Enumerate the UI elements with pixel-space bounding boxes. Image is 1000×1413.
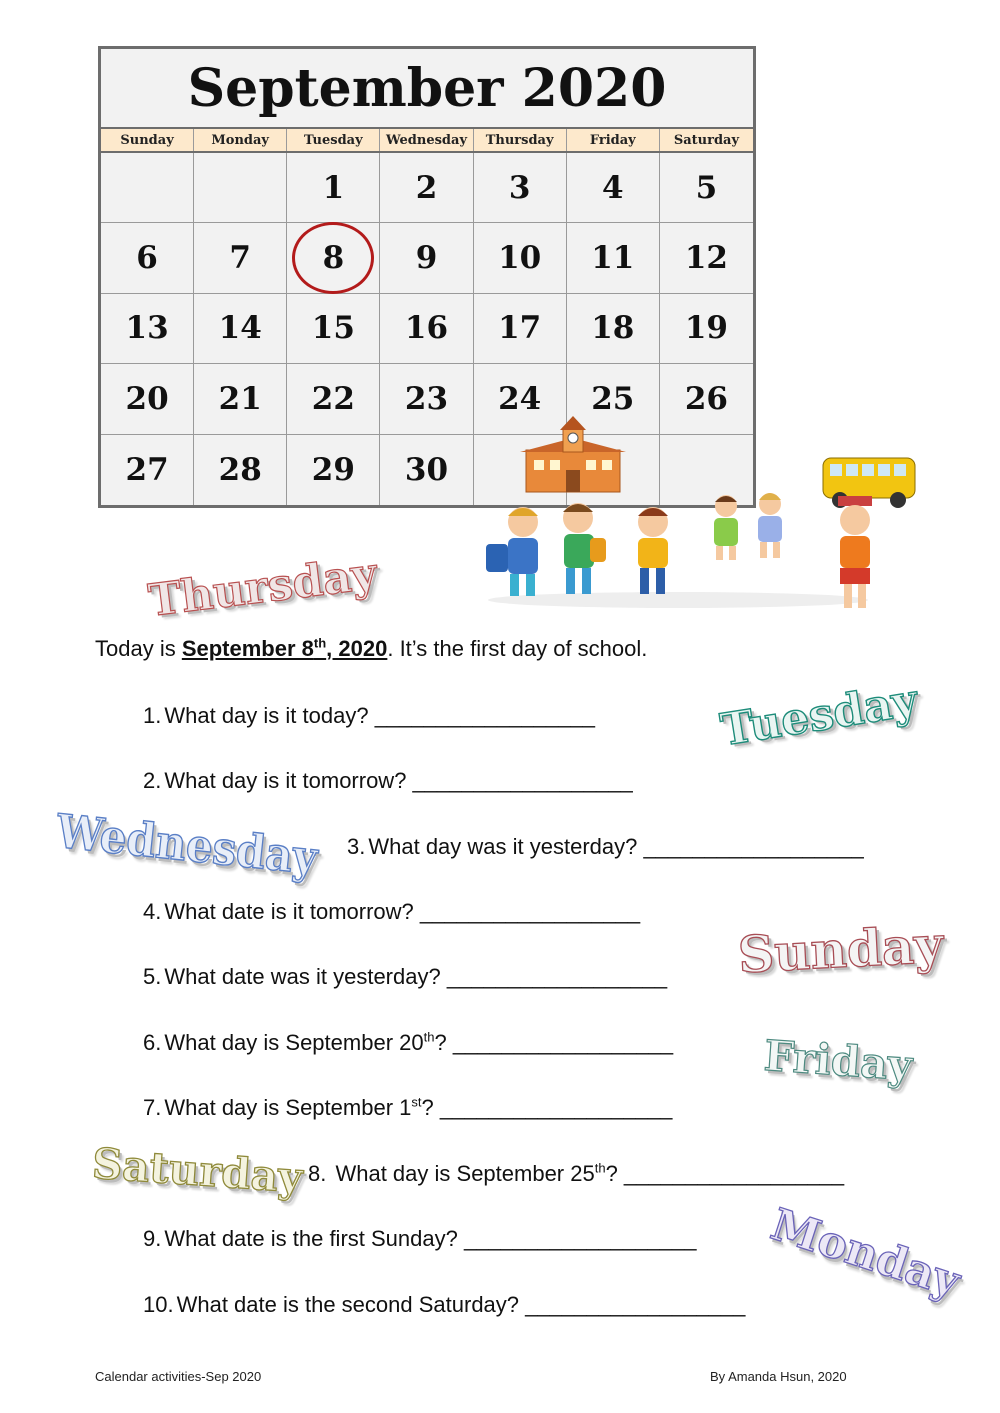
calendar-day-number: 1 bbox=[322, 169, 345, 206]
calendar-day-number: 9 bbox=[415, 240, 438, 277]
calendar-day-number: 21 bbox=[218, 380, 262, 417]
calendar-day-cell bbox=[287, 435, 380, 505]
intro-date bbox=[182, 636, 388, 661]
question-text: What day was it yesterday? bbox=[368, 834, 644, 859]
question-text: What date is the first Sunday? bbox=[164, 1226, 464, 1251]
question-2 bbox=[143, 768, 633, 794]
child-icon bbox=[563, 503, 606, 594]
answer-blank[interactable]: __________________ bbox=[525, 1292, 746, 1317]
answer-blank[interactable]: __________________ bbox=[374, 703, 595, 728]
calendar-day-cell bbox=[194, 364, 287, 434]
question-number: 5. bbox=[143, 964, 162, 989]
answer-blank[interactable]: __________________ bbox=[643, 834, 864, 859]
child-icon bbox=[638, 507, 668, 594]
question-text: What day is it tomorrow? bbox=[164, 768, 413, 793]
answer-blank[interactable]: __________________ bbox=[623, 1161, 845, 1186]
question-10 bbox=[143, 1292, 745, 1318]
calendar-day-cell bbox=[194, 435, 287, 505]
weekday-header-row bbox=[101, 127, 753, 153]
question-text: What date was it yesterday? bbox=[164, 964, 447, 989]
calendar-day-number: 25 bbox=[591, 380, 635, 417]
calendar-day-number: 23 bbox=[404, 380, 449, 417]
child-icon bbox=[838, 496, 872, 608]
calendar-day-number: 20 bbox=[125, 380, 169, 417]
question-number: 2. bbox=[143, 768, 162, 793]
calendar-day-cell bbox=[567, 153, 660, 223]
calendar-day-number: 4 bbox=[601, 169, 624, 206]
answer-blank[interactable]: ___________________ bbox=[439, 1095, 673, 1120]
question-4 bbox=[143, 899, 640, 925]
question-number: 9. bbox=[143, 1226, 162, 1251]
wordart-sunday[interactable]: Sunday bbox=[736, 914, 945, 985]
question-superscript: th bbox=[594, 1160, 606, 1176]
calendar-day-cell bbox=[474, 223, 567, 293]
intro-suffix: . It’s the first day of school. bbox=[387, 636, 648, 661]
calendar-day-number: 8 bbox=[322, 240, 345, 277]
question-number: 1. bbox=[143, 703, 162, 728]
question-3 bbox=[347, 834, 864, 860]
calendar-day-number: 2 bbox=[415, 169, 438, 206]
calendar-day-number: 16 bbox=[404, 310, 449, 347]
question-9 bbox=[143, 1226, 696, 1252]
question-number: 7. bbox=[143, 1095, 162, 1120]
calendar-day-number: 10 bbox=[498, 240, 542, 277]
question-text: What day is it today? bbox=[164, 703, 375, 728]
calendar-day-number: 26 bbox=[684, 380, 728, 417]
calendar-day-number: 7 bbox=[229, 240, 251, 277]
child-icon bbox=[714, 495, 738, 560]
weekday-header: Wednesday bbox=[380, 129, 473, 151]
calendar-title: September 2020 bbox=[187, 57, 667, 119]
question-text-end: ? bbox=[605, 1161, 624, 1186]
question-text: What day is September 1 bbox=[164, 1095, 412, 1120]
calendar-day-number: 12 bbox=[684, 240, 728, 277]
calendar-day-number: 5 bbox=[695, 169, 718, 206]
calendar-day-cell bbox=[101, 294, 194, 364]
calendar-day-number: 24 bbox=[498, 380, 542, 417]
wordart-monday[interactable]: Monday bbox=[764, 1199, 967, 1308]
calendar-day-cell bbox=[287, 294, 380, 364]
question-number: 4. bbox=[143, 899, 162, 924]
calendar-day-cell bbox=[567, 294, 660, 364]
calendar-day-cell bbox=[474, 153, 567, 223]
question-5 bbox=[143, 964, 667, 990]
wordart-friday[interactable]: Friday bbox=[762, 1030, 914, 1091]
weekday-header: Friday bbox=[567, 129, 660, 151]
intro-sentence bbox=[95, 636, 647, 662]
calendar-day-cell bbox=[287, 223, 380, 293]
intro-date-sup: th bbox=[313, 635, 327, 651]
question-1 bbox=[143, 703, 595, 729]
calendar-day-cell bbox=[101, 223, 194, 293]
weekday-header: Tuesday bbox=[287, 129, 380, 151]
question-number: 6. bbox=[143, 1030, 162, 1055]
question-number: 10. bbox=[143, 1292, 174, 1317]
footer-left: Calendar activities-Sep 2020 bbox=[95, 1369, 262, 1384]
calendar-day-number: 17 bbox=[498, 310, 542, 347]
calendar-day-number: 22 bbox=[311, 380, 355, 417]
school-children-illustration bbox=[478, 410, 928, 625]
calendar-day-number: 11 bbox=[591, 240, 635, 277]
calendar-day-cell bbox=[380, 294, 473, 364]
calendar-day-cell bbox=[287, 364, 380, 434]
weekday-header: Saturday bbox=[673, 132, 740, 148]
question-text: What date is the second Saturday? bbox=[176, 1292, 526, 1317]
question-superscript: st bbox=[411, 1094, 422, 1110]
question-superscript: th bbox=[423, 1029, 435, 1045]
calendar-day-number: 27 bbox=[125, 451, 169, 488]
calendar-day-cell bbox=[194, 223, 287, 293]
wordart-saturday[interactable]: Saturday bbox=[90, 1138, 305, 1203]
calendar-day-number: 14 bbox=[218, 310, 262, 347]
calendar-day-number: 13 bbox=[125, 310, 169, 347]
calendar-day-number: 6 bbox=[136, 240, 158, 277]
weekday-header: Sunday bbox=[101, 129, 194, 151]
wordart-wednesday[interactable]: Wednesday bbox=[53, 804, 320, 885]
answer-blank[interactable]: __________________ bbox=[446, 964, 668, 989]
intro-date-end: , 2020 bbox=[326, 636, 388, 661]
question-7 bbox=[143, 1095, 672, 1121]
calendar-day-number: 19 bbox=[684, 310, 728, 347]
question-number: 3. bbox=[347, 834, 366, 859]
intro-date-main: September 8 bbox=[181, 636, 314, 661]
child-icon bbox=[486, 507, 538, 596]
question-text-end: ? bbox=[434, 1030, 453, 1055]
child-icon bbox=[758, 493, 782, 558]
calendar-empty-cell bbox=[194, 153, 287, 223]
calendar-day-cell bbox=[567, 223, 660, 293]
calendar-day-cell bbox=[380, 153, 473, 223]
calendar-day-number: 30 bbox=[404, 451, 449, 488]
answer-blank[interactable]: __________________ bbox=[419, 899, 641, 924]
calendar-day-cell bbox=[660, 153, 753, 223]
calendar-day-cell bbox=[287, 153, 380, 223]
calendar-day-cell bbox=[380, 435, 473, 505]
school-building-icon bbox=[520, 416, 626, 492]
calendar-day-number: 3 bbox=[508, 169, 531, 206]
intro-prefix: Today is bbox=[95, 636, 182, 661]
question-6 bbox=[143, 1030, 673, 1056]
weekday-header: Monday bbox=[194, 129, 287, 151]
calendar-day-number: 28 bbox=[218, 451, 262, 488]
footer-right: By Amanda Hsun, 2020 bbox=[710, 1369, 847, 1384]
calendar-day-cell bbox=[380, 223, 473, 293]
calendar-day-cell bbox=[101, 435, 194, 505]
question-8 bbox=[308, 1161, 844, 1187]
question-text: What day is September 25 bbox=[329, 1161, 595, 1186]
calendar-day-number: 18 bbox=[591, 310, 635, 347]
calendar-day-cell bbox=[380, 364, 473, 434]
calendar-empty-cell bbox=[101, 153, 194, 223]
calendar-day-number: 29 bbox=[311, 451, 355, 488]
answer-blank[interactable]: __________________ bbox=[412, 768, 633, 793]
calendar-day-cell bbox=[474, 294, 567, 364]
today-circle-marker bbox=[292, 222, 374, 294]
question-text-end: ? bbox=[421, 1095, 440, 1120]
calendar-day-cell bbox=[660, 294, 753, 364]
question-text: What date is it tomorrow? bbox=[164, 899, 420, 924]
wordart-tuesday[interactable]: Tuesday bbox=[717, 674, 922, 757]
wordart-thursday[interactable]: Thursday bbox=[145, 548, 380, 627]
weekday-header: Thursday bbox=[474, 129, 567, 151]
calendar-day-number: 15 bbox=[311, 310, 355, 347]
answer-blank[interactable]: ___________________ bbox=[463, 1226, 697, 1251]
question-text: What day is September 20 bbox=[164, 1030, 424, 1055]
calendar-day-cell bbox=[194, 294, 287, 364]
question-number: 8. bbox=[308, 1161, 327, 1186]
calendar-day-cell bbox=[101, 364, 194, 434]
calendar-day-cell bbox=[660, 223, 753, 293]
answer-blank[interactable]: __________________ bbox=[452, 1030, 674, 1055]
